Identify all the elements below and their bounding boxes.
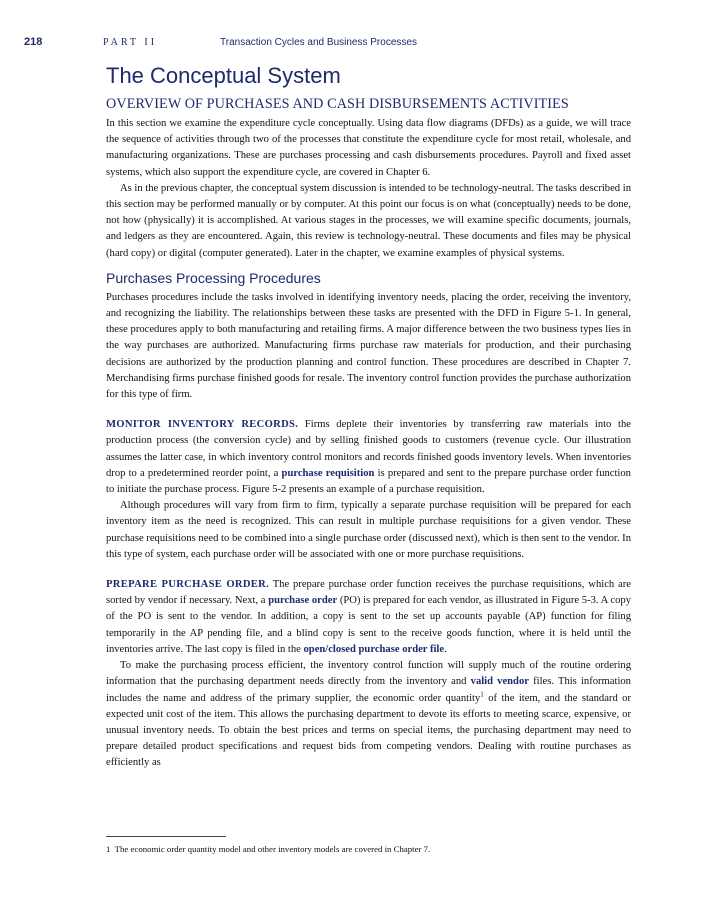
prepare-paragraph-1 (106, 577, 631, 658)
term-valid-vendor: valid vendor (470, 676, 529, 688)
overview-paragraph-2: As in the previous chapter, the conceptual system discussion is intended to be technology-neutral. The tasks described in this section may be performed manually or by computer. At this point our focus is on what (conceptually) needs to be done, not how (physically) it is accomplished. At various stages in the processes, we will examine specific documents, journals, and ledgers as they are encountered. Again, this review is technology-neutral. These documents and files may be physical (hard copy) or digital (computer generated). Later in the chapter, we examine examples of physical systems. (106, 182, 631, 259)
prepare-text-a: The prepare purchase order function receives the purchase requisitions, which are sorted by vendor if necessary. Next, a (106, 579, 631, 607)
prepare-runin-heading: PREPARE PURCHASE ORDER. (106, 579, 270, 591)
page-title: The Conceptual System (106, 63, 341, 88)
section-title: Transaction Cycles and Business Processes (220, 37, 417, 48)
prepare-paragraph-2 (106, 658, 631, 771)
monitor-paragraph-1 (106, 417, 631, 498)
monitor-text-a: Firms deplete their inventories by transferring raw materials into the production process (the conversion cycle) and by selling finished goods to customers (revenue cycle. Our illustration assumes the latter case, in which inventory control monitors and records finished goods inventory levels. When inventories drop to a predetermined reorder point, a (106, 419, 631, 479)
prepare-text-f: of the item, and the standard or expected unit cost of the item. This allows the purchasing department to devote its efforts to meeting scarce, expensive, or unusual inventory needs. To obtain the best prices and terms on special items, the purchasing department may need to prepare detailed product specifications and request bids from competing vendors. Dealing with routine purchases as efficiently as (106, 692, 631, 769)
footnote-number: 1 (106, 844, 111, 854)
monitor-paragraph-2: Although procedures will vary from firm to firm, typically a separate purchase requisition will be prepared for each inventory item as the need is recognized. This can result in multiple purchase requisitions for a given vendor. These purchase requisitions need to be combined into a single purchase order (discussed next), which is then sent to the vendor. In this type of system, each purchase order will be associated with one or more purchase requisitions. (106, 500, 631, 560)
running-head (24, 36, 704, 52)
footnote-divider (106, 836, 226, 837)
section-heading: OVERVIEW OF PURCHASES AND CASH DISBURSEMENTS ACTIVITIES (106, 96, 569, 112)
term-purchase-requisition: purchase requisition (281, 467, 375, 479)
footnote (106, 843, 631, 855)
monitor-runin-heading: MONITOR INVENTORY RECORDS. (106, 419, 299, 431)
term-open-closed-po-file: open/closed purchase order file (303, 643, 445, 655)
term-purchase-order: purchase order (268, 595, 338, 607)
purchases-paragraph: Purchases procedures include the tasks involved in identifying inventory needs, placing the order, receiving the inventory, and recognizing the liability. The relationships between these tasks are presented with the DFD in Figure 5-1. In general, these procedures apply to both manufacturing and retailing firms. A major difference between the two business types lies in the way purchases are authorized. Manufacturing firms purchase raw materials for production, and their purchasing decisions are authorized by the production planning and control function. These procedures are described in Chapter 7. Merchandising firms purchase finished goods for resale. The inventory control function provides the purchase authorization for this type of firm. (106, 291, 631, 401)
prepare-text-c: . (444, 643, 447, 655)
footnote-reference: 1 (480, 689, 484, 698)
footnote-text: The economic order quantity model and other inventory models are covered in Chapter 7. (114, 844, 431, 854)
main-content (106, 62, 631, 772)
part-label: PART II (103, 37, 158, 48)
prepare-text-e: files. This information includes the name and address of the primary supplier, the economic order quantity (106, 676, 631, 704)
prepare-text-b: (PO) is prepared for each vendor, as illustrated in Figure 5-3. A copy of the PO is sent to the vendor. In addition, a copy is sent to the set up accounts payable (AP) function for filing temporarily in the AP pending file, and a blind copy is sent to the receive goods function, where it is held until the inventories arrive. The last copy is filed in the (106, 595, 631, 655)
subsection-heading: Purchases Processing Procedures (106, 269, 321, 286)
page-number: 218 (24, 36, 43, 48)
overview-paragraph-1: In this section we examine the expenditure cycle conceptually. Using data flow diagrams (DFDs) as a guide, we will trace the sequence of activities through two of the processes that constitute the expenditure cycle for most retail, wholesale, and manufacturing organizations. These are purchases processing and cash disbursements procedures. Payroll and fixed asset systems, which also support the expenditure cycle, are covered in Chapter 6. (106, 118, 631, 178)
monitor-text-b: is prepared and sent to the prepare purchase order function to initiate the purchase process. Figure 5-2 presents an example of a purchase requisition. (106, 467, 631, 496)
prepare-text-d: To make the purchasing process efficient, the inventory control function will supply much of the routine ordering information that the purchasing department needs directly from the inventory and (106, 660, 631, 688)
